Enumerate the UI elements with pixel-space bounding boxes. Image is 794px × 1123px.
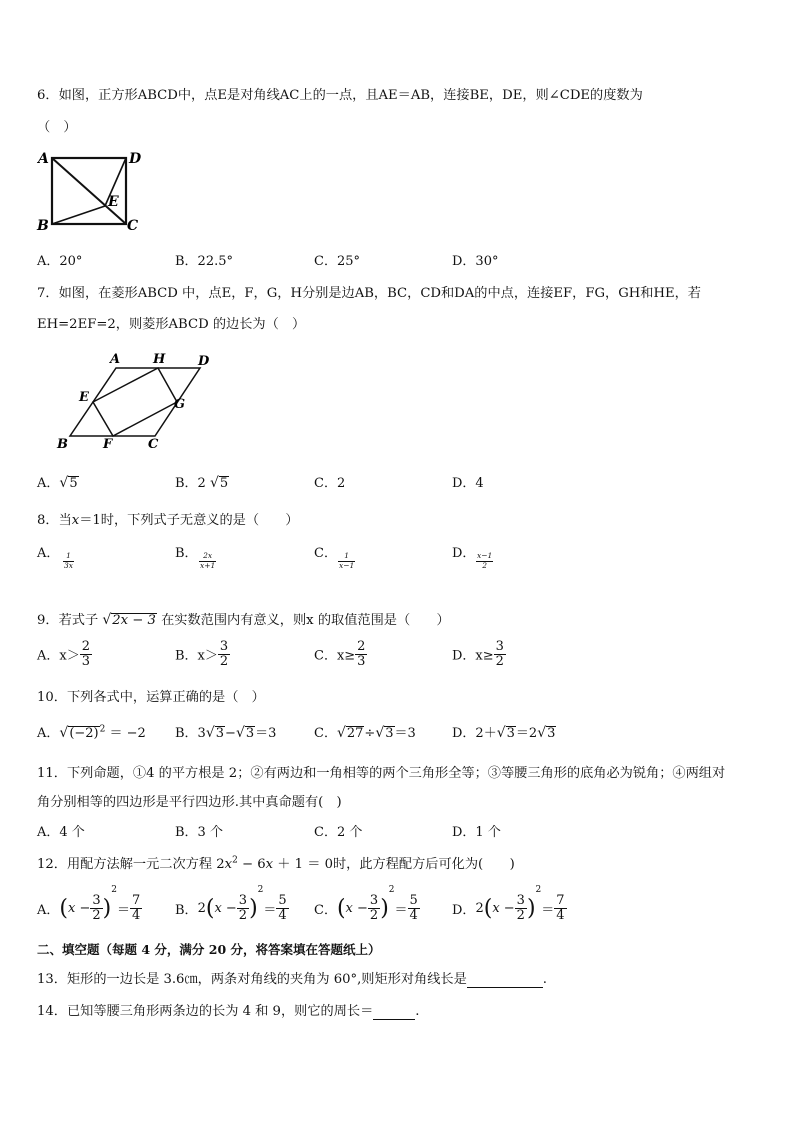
right-paren: ) xyxy=(249,896,258,921)
power: 2 xyxy=(388,885,395,895)
option-label: C． xyxy=(314,726,337,741)
option-label: D．x≥ xyxy=(452,648,494,664)
question-10-text: 10．下列各式中，运算正确的是（ ） xyxy=(37,690,265,705)
radicand: 2x − 3 xyxy=(112,613,156,628)
fraction: $\frac{3}{2}$ xyxy=(92,893,101,923)
q10-option-c[interactable] xyxy=(314,722,416,741)
fraction: $\frac{3}{2}$ xyxy=(219,639,229,669)
q12-square: 2 xyxy=(232,855,238,866)
right-paren: ) xyxy=(102,896,112,921)
option-label: C．x≥ xyxy=(314,648,356,664)
section-fill-in-title: 二、填空题（每题 4 分，满分 20 分，将答案填在答题纸上） xyxy=(37,942,381,957)
q12-var: x xyxy=(224,857,233,872)
label-h: H xyxy=(153,352,166,367)
q9-option-a[interactable] xyxy=(37,640,92,668)
label-d: D xyxy=(129,151,142,167)
option-label: A． xyxy=(37,476,60,491)
q10-option-b[interactable] xyxy=(175,722,276,741)
option-label: A．x＞ xyxy=(37,648,80,664)
label-e: E xyxy=(108,194,119,210)
q9-option-b[interactable] xyxy=(175,640,230,668)
q14-end: . xyxy=(415,1004,420,1019)
option-label: B．3 xyxy=(175,726,206,741)
equals: ＝ xyxy=(394,903,408,918)
q12-option-d[interactable] xyxy=(452,885,567,923)
q7-option-c[interactable]: C．2 xyxy=(314,476,346,491)
fraction: $\frac{3}{2}$ xyxy=(238,893,248,923)
radical-sign: √ xyxy=(235,725,245,741)
fraction: $\frac{3}{2}$ xyxy=(369,893,379,923)
fraction: $\frac{1}{3x}$ xyxy=(64,551,74,570)
x-minus: x − xyxy=(345,901,368,916)
question-8-text xyxy=(37,509,299,528)
option-label: A． xyxy=(37,546,60,561)
option-label: D． xyxy=(452,903,476,918)
fraction: $\frac{1}{x-1}$ xyxy=(339,551,355,570)
equals: ＝ xyxy=(541,903,555,918)
rest: ＝ −2 xyxy=(105,726,146,741)
radicand: 5 xyxy=(69,476,78,491)
x-minus: x − xyxy=(492,901,515,916)
fraction: $\frac{3}{2}$ xyxy=(495,639,504,669)
radical-sign: √ xyxy=(375,725,385,741)
label-c: C xyxy=(127,218,139,234)
radicand: 3 xyxy=(547,726,556,741)
q8-var: x xyxy=(71,513,80,528)
question-11-line2: 角分别相等的四边形是平行四边形.其中真命题有( ) xyxy=(37,795,342,810)
q7-option-d[interactable]: D．4 xyxy=(452,476,484,491)
coef: 2 xyxy=(197,901,206,916)
q10-option-d[interactable] xyxy=(452,722,556,741)
q6-option-d[interactable]: D．30° xyxy=(452,254,499,269)
label-f: F xyxy=(103,437,113,452)
q12-var2: x xyxy=(265,857,274,872)
q12-option-c[interactable] xyxy=(314,885,420,923)
rest: ＝3 xyxy=(255,726,277,741)
q6-option-b[interactable]: B．22.5° xyxy=(175,254,233,269)
answer-blank[interactable] xyxy=(467,972,543,988)
radical-sign: √ xyxy=(496,725,506,741)
q9-pre: 9．若式子 xyxy=(37,613,99,628)
option-label: A． xyxy=(37,903,60,918)
square-abcd-figure xyxy=(34,148,146,234)
q9-post: 在实数范围内有意义，则x 的取值范围是（ ） xyxy=(161,613,450,628)
question-12-text xyxy=(37,853,515,872)
fraction: $\frac{3}{2}$ xyxy=(516,893,525,923)
q12-option-a[interactable] xyxy=(37,885,142,923)
radicand: (−2) xyxy=(69,726,99,741)
q13-end: . xyxy=(542,972,547,987)
label-a: A xyxy=(38,151,49,167)
power: 2 xyxy=(257,885,264,895)
q8-text-post: ＝1时，下列式子无意义的是（ ） xyxy=(79,513,299,528)
label-b: B xyxy=(57,437,68,452)
left-paren: ( xyxy=(205,896,215,921)
radical-sign: √ xyxy=(537,725,547,741)
fraction: $\frac{x-1}{2}$ xyxy=(477,551,493,570)
q8-text-pre: 8．当 xyxy=(37,513,72,528)
option-label: B． xyxy=(175,546,198,561)
equals: ＝2 xyxy=(515,726,538,741)
q12-pre: 12．用配方法解一元二次方程 2 xyxy=(37,857,225,872)
radicand: 3 xyxy=(215,726,225,741)
q14-text: 14．已知等腰三角形两条边的长为 4 和 9，则它的周长＝ xyxy=(37,1004,374,1019)
radicand: 5 xyxy=(219,476,229,491)
option-label: B．x＞ xyxy=(175,648,218,664)
rest: ＝3 xyxy=(394,726,416,741)
option-label: C． xyxy=(314,903,337,918)
radicand: 3 xyxy=(385,726,394,741)
power: 2 xyxy=(535,885,542,895)
radicand: 3 xyxy=(245,726,255,741)
q7-option-b[interactable] xyxy=(175,472,229,491)
question-7-line2: EH=2EF=2，则菱形ABCD 的边长为（ ） xyxy=(37,317,306,332)
coef: 2 xyxy=(475,901,484,916)
exponent: 2 xyxy=(99,724,106,735)
q8-option-a[interactable] xyxy=(37,542,74,570)
q11-option-d[interactable]: D．1 个 xyxy=(452,825,501,840)
rhs-fraction: $\frac{7}{4}$ xyxy=(556,893,565,923)
label-c: C xyxy=(148,437,159,452)
q11-option-b[interactable]: B．3 个 xyxy=(175,825,223,840)
x-minus: x − xyxy=(67,901,91,916)
q9-option-c[interactable] xyxy=(314,640,367,668)
radical-sign: √ xyxy=(209,475,219,491)
left-paren: ( xyxy=(483,896,493,921)
q8-option-d[interactable] xyxy=(452,542,493,570)
radical-sign: √ xyxy=(102,612,112,628)
power: 2 xyxy=(111,885,117,895)
rhs-fraction: $\frac{7}{4}$ xyxy=(131,893,141,923)
q8-option-c[interactable] xyxy=(314,542,355,570)
q12-option-b[interactable] xyxy=(175,885,289,923)
radicand: 27 xyxy=(346,726,364,741)
minus: − xyxy=(225,726,236,741)
option-label: B． xyxy=(175,903,198,918)
radical-sign: √ xyxy=(59,475,69,491)
divide: ÷ xyxy=(364,726,376,741)
q7-option-a[interactable] xyxy=(37,472,79,491)
rhs-fraction: $\frac{5}{4}$ xyxy=(278,893,287,923)
option-label: D．2＋ xyxy=(452,726,497,741)
label-d: D xyxy=(198,354,210,369)
left-paren: ( xyxy=(336,896,346,921)
radical-sign: √ xyxy=(205,725,215,741)
option-label: A． xyxy=(37,726,60,741)
left-paren: ( xyxy=(59,896,68,921)
option-label: C． xyxy=(314,546,337,561)
label-b: B xyxy=(37,218,49,234)
question-13-text xyxy=(37,968,547,988)
option-label: D． xyxy=(452,546,476,561)
q6-option-c[interactable]: C．25° xyxy=(314,254,360,269)
radical-sign: √ xyxy=(336,725,346,741)
q8-option-b[interactable] xyxy=(175,542,216,570)
radicand: 3 xyxy=(506,726,515,741)
x-minus: x − xyxy=(214,901,237,916)
option-label: B．2 xyxy=(175,476,206,491)
q13-text: 13．矩形的一边长是 3.6㎝，两条对角线的夹角为 60°,则矩形对角线长是 xyxy=(37,972,467,987)
question-11-line1: 11．下列命题，①4 的平方根是 2；②有两边和一角相等的两个三角形全等；③等腰三角形的底角必为锐角；④两组对 xyxy=(37,766,726,781)
fraction: $\frac{2}{3}$ xyxy=(81,639,91,669)
radical-sign: √ xyxy=(59,725,69,741)
q9-option-d[interactable] xyxy=(452,640,506,668)
question-9-text xyxy=(37,609,450,629)
question-14-text xyxy=(37,1000,419,1020)
equals: ＝ xyxy=(263,903,277,918)
q12-mid: − 6 xyxy=(237,857,266,872)
fraction: $\frac{2}{3}$ xyxy=(357,639,366,669)
rhs-fraction: $\frac{5}{4}$ xyxy=(409,893,418,923)
rhombus-abcd-figure xyxy=(52,348,222,452)
label-g: G xyxy=(174,397,186,412)
q11-option-a[interactable]: A．4 个 xyxy=(37,825,85,840)
question-6-paren: （ ） xyxy=(37,120,77,135)
q6-option-a[interactable]: A．20° xyxy=(37,254,83,269)
label-a: A xyxy=(110,352,121,367)
right-paren: ) xyxy=(526,896,536,921)
q10-option-a[interactable] xyxy=(37,722,146,741)
label-e: E xyxy=(79,390,89,405)
fraction: $\frac{2x}{x+1}$ xyxy=(200,551,216,570)
right-paren: ) xyxy=(380,896,389,921)
answer-blank[interactable] xyxy=(373,1004,415,1020)
equals: ＝ xyxy=(116,903,130,918)
q12-post: ＋ 1 ＝ 0时，此方程配方后可化为( ) xyxy=(273,857,515,872)
q11-option-c[interactable]: C．2 个 xyxy=(314,825,363,840)
question-7-line1: 7．如图，在菱形ABCD 中，点E，F，G，H分别是边AB，BC，CD和DA的中点，连接EF，FG，GH和HE，若 xyxy=(37,286,701,301)
question-6-text: 6．如图，正方形ABCD中，点E是对角线AC上的一点，且AE＝AB，连接BE，DE，则∠CDE的度数为 xyxy=(37,88,643,103)
